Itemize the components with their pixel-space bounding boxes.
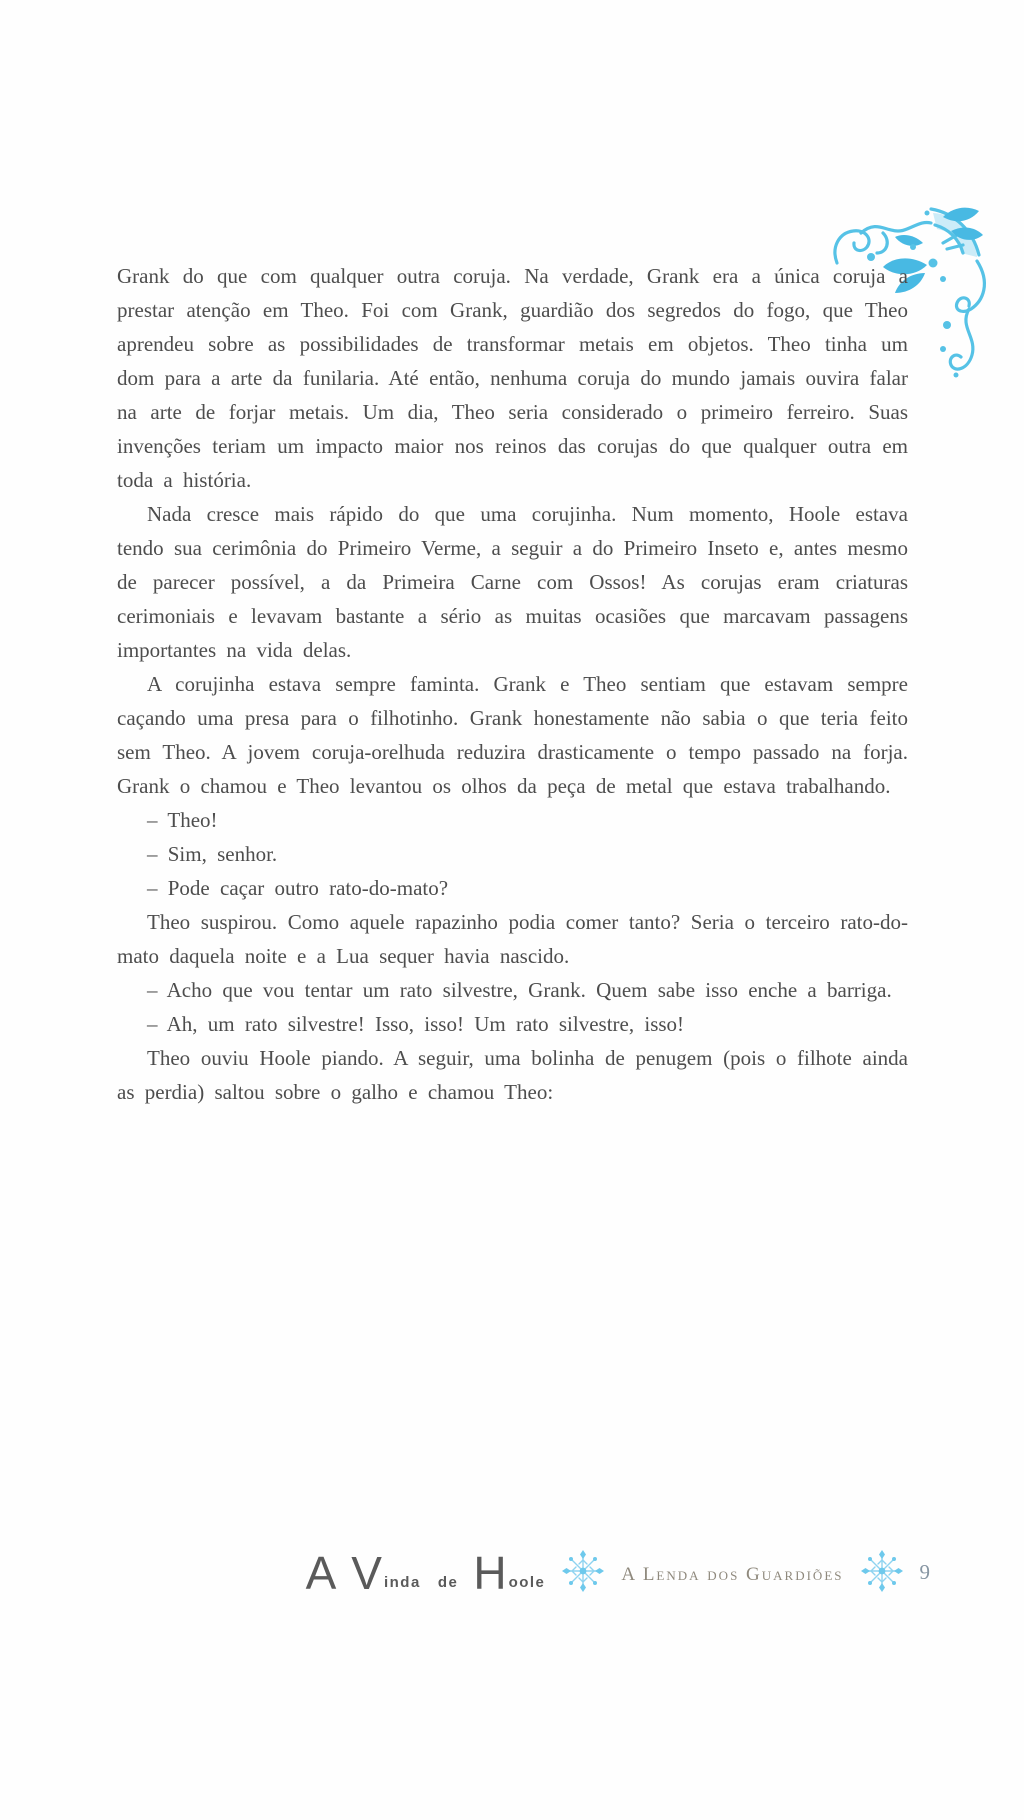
dialogue-line: – Acho que vou tentar um rato silvestre, Grank. Quem sabe isso enche a barriga.: [147, 978, 892, 1002]
snowflake-icon: [861, 1550, 903, 1592]
book-title-word: [351, 1547, 421, 1599]
body-paragraph: Theo ouviu Hoole piando. A seguir, uma bolinha de penugem (pois o filhote ainda as perdia) saltou sobre o galho e chamou Theo:: [117, 1046, 908, 1104]
series-title: A Lenda dos Guardiões: [621, 1564, 844, 1585]
body-paragraph: A corujinha estava sempre faminta. Grank e Theo sentiam que estavam sempre caçando uma presa para o filhotinho. Grank honestamente não sabia o que teria feito sem Theo. A jovem coruja-orelhuda reduzira drasticamente o tempo passado na forja. Grank o chamou e Theo levantou os olhos da peça de metal que estava trabalhando.: [117, 672, 908, 798]
book-title-smalltext: de: [437, 1574, 459, 1591]
page-number: 9: [919, 1560, 930, 1584]
book-title-word: [436, 1574, 459, 1593]
book-title-initial: V: [351, 1547, 382, 1599]
dialogue-line: – Sim, senhor.: [147, 842, 278, 866]
snowflake-icon: [562, 1550, 604, 1592]
body-paragraph: Grank do que com qualquer outra coruja. Na verdade, Grank era a única coruja a prestar atenção em Theo. Foi com Grank, guardião dos segredos do fogo, que Theo aprendeu sobre as possibilidades de transformar metais em objetos. Theo tinha um dom para a arte da funilaria. Até então, nenhuma coruja do mundo jamais ouvira falar na arte de forjar metais. Um dia, Theo seria considerado o primeiro ferreiro. Suas invenções teriam um impacto maior nos reinos das corujas do que qualquer outra em toda a história.: [117, 264, 908, 492]
dialogue-line: – Theo!: [147, 808, 218, 832]
book-title-word: [473, 1547, 546, 1599]
book-title-smalltext: oole: [508, 1574, 546, 1591]
book-title-word: [305, 1547, 337, 1599]
page-footer: [305, 1537, 930, 1599]
body-paragraph: Nada cresce mais rápido do que uma corujinha. Num momento, Hoole estava tendo sua cerimônia do Primeiro Verme, a seguir a do Primeiro Inseto e, antes mesmo de parecer possível, a da Primeira Carne com Ossos! As corujas eram criaturas cerimoniais e levavam bastante a sério as muitas ocasiões que marcavam passagens importantes na vida delas.: [117, 502, 908, 662]
body-paragraph: Theo suspirou. Como aquele rapazinho podia comer tanto? Seria o terceiro rato-do-mato daquela noite e a Lua sequer havia nascido.: [117, 910, 908, 968]
book-title-initial: H: [473, 1547, 507, 1599]
book-title-logo: [305, 1547, 546, 1599]
page-text: [117, 259, 908, 1109]
dialogue-line: – Pode caçar outro rato-do-mato?: [147, 876, 449, 900]
book-title-smalltext: inda: [383, 1574, 421, 1591]
dialogue-line: – Ah, um rato silvestre! Isso, isso! Um rato silvestre, isso!: [147, 1012, 685, 1036]
book-title-initial: A: [305, 1547, 337, 1599]
